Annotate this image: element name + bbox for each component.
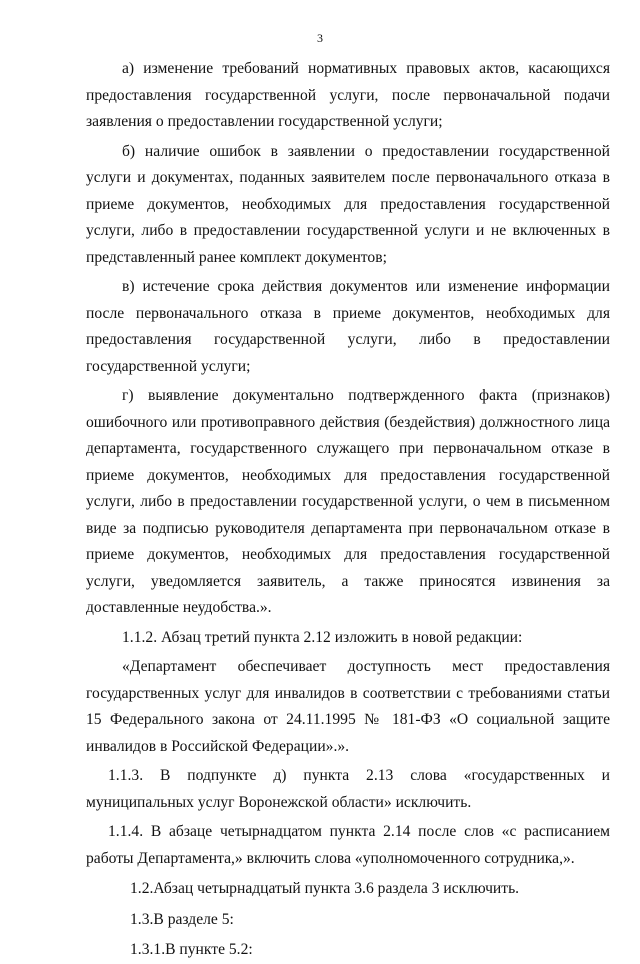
item-text: Абзац четырнадцатый пункта 3.6 раздела 3 исключить. (153, 880, 520, 897)
paragraph-a: а) изменение требований нормативных правовых актов, касающихся предоставления государственной услуги, после первоначальной подачи заявления о предоставлении государственной услуги; (86, 60, 610, 130)
item-number: 1.2. (130, 880, 154, 897)
paragraph-1-1-3: 1.1.3. В подпункте д) пункта 2.13 слова «государственных и муниципальных услуг Воронежской области» исключить. (86, 767, 610, 811)
paragraph-v: в) истечение срока действия документов или изменение информации после первоначального отказа в приеме документов, необходимых для предоставления государственной услуги, либо в предоставлении государственной услуги; (86, 278, 610, 375)
item-1-3-1 (86, 937, 610, 964)
page-number: 3 (317, 31, 323, 45)
paragraph-1-1-2: 1.1.2. Абзац третий пункта 2.12 изложить в новой редакции: (122, 628, 523, 646)
paragraph-g: г) выявление документально подтвержденного факта (признаков) ошибочного или противоправного действия (бездействия) должностного лица департамента, государственного служащего при первоначальном отказе в приеме документов, необходимых для предоставления государственной услуги, либо в предоставлении государственной услуги, о чем в письменном виде за подписью руководителя департамента при первоначальном отказе в приеме документов, необходимых для предоставления государственной услуги, уведомляется заявитель, а также приносятся извинения за доставленные неудобства.». (86, 387, 610, 616)
item-1-3 (86, 907, 610, 934)
item-text: В разделе 5: (153, 910, 234, 928)
item-text: В пункте 5.2: (165, 941, 253, 958)
document-body (86, 56, 610, 964)
item-number: 1.3.1. (130, 941, 166, 958)
item-number: 1.3. (130, 910, 154, 928)
paragraph-b: б) наличие ошибок в заявлении о предоставлении государственной услуги и документах, поданных заявителем после первоначального отказа в приеме документов, необходимых для предоставления государственной услуги, либо в предоставлении государственной услуги и не включенных в представленный ранее комплект документов; (86, 142, 610, 266)
paragraph-quote: «Департамент обеспечивает доступность мест предоставления государственных услуг для инвалидов в соответствии с требованиями статьи 15 Федерального закона от 24.11.1995 № 181-ФЗ «О социальной защите инвалидов в Российской Федерации».». (86, 658, 610, 755)
item-1-2 (86, 876, 610, 903)
paragraph-1-1-4: 1.1.4. В абзаце четырнадцатом пункта 2.14 после слов «с расписанием работы Департамента,» включить слова «уполномоченного сотрудника,». (86, 823, 610, 867)
